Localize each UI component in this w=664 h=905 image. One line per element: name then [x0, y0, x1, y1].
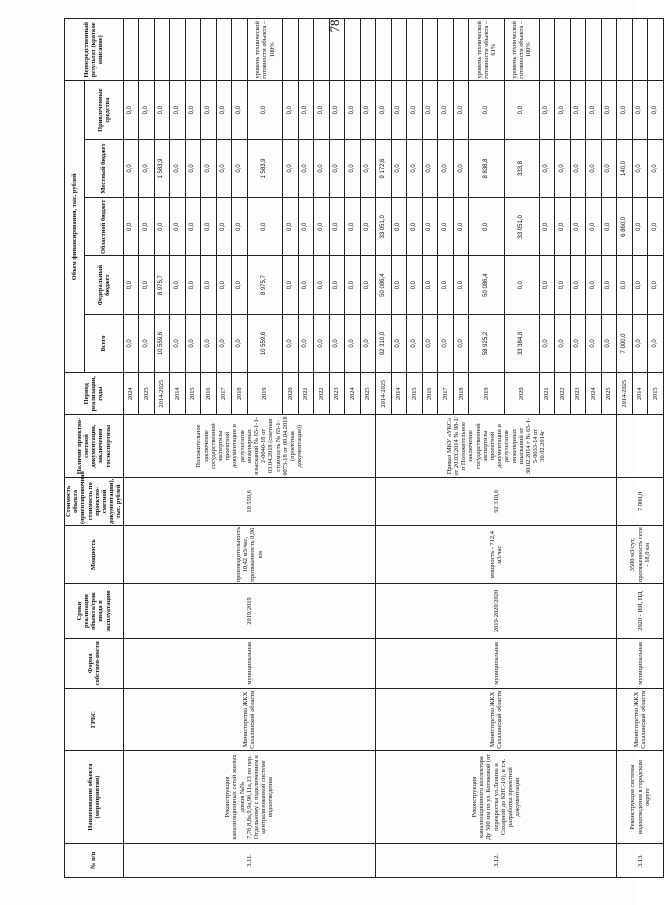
cell-attracted: 0,0 — [139, 81, 155, 139]
grbs: Министерство ЖКХ Сахалинской области — [376, 688, 617, 750]
cell-federal: 0,0 — [648, 256, 664, 314]
cell-federal: 0,0 — [314, 256, 330, 314]
col-deadline-header: Сроки реализации объекта/срок ввода в эксплуатацию — [65, 584, 124, 638]
cell-federal: 0,0 — [345, 256, 361, 314]
cell-federal: 0,0 — [298, 256, 314, 314]
cell-period: 2024 — [345, 373, 361, 415]
cell-attracted: 0,0 — [360, 81, 376, 139]
cell-period: 2014 — [632, 373, 648, 415]
cell-result — [360, 19, 376, 82]
cell-result — [185, 19, 201, 82]
cell-total: 0,0 — [438, 314, 454, 372]
cell-attracted: 0,0 — [601, 81, 617, 139]
capacity: 3500 м3/сут, протяженность сети - 18,0 км — [617, 526, 664, 584]
cell-local: 0,0 — [422, 139, 438, 197]
cell-attracted: 0,0 — [201, 81, 217, 139]
cell-federal: 0,0 — [185, 256, 201, 314]
cell-regional: 0,0 — [601, 198, 617, 256]
cell-attracted: 0,0 — [391, 81, 407, 139]
cell-regional: 0,0 — [201, 198, 217, 256]
col-grbs-header: ГРБС — [65, 688, 124, 750]
cell-result — [586, 19, 602, 82]
cell-attracted: 0,0 — [555, 81, 571, 139]
cell-local: 140,0 — [617, 139, 633, 197]
cell-local: 0,0 — [329, 139, 345, 197]
cell-regional: 0,0 — [539, 198, 555, 256]
documentation: Положительное заключение государственной экспертизы проектной документации и результатов инженерных изысканий № 65-1-1-2-0040-18 от 03.04.2018 (сметная стоимость № 65-1-0073-18 от 09.04.2018 (проектная документация)) — [123, 415, 376, 477]
cell-result — [123, 19, 139, 82]
cell-regional: 0,0 — [232, 198, 248, 256]
investment-table — [64, 18, 664, 878]
cell-result — [555, 19, 571, 82]
cell-total: 0,0 — [298, 314, 314, 372]
cell-period: 2023 — [570, 373, 586, 415]
page-number: 78 — [327, 19, 342, 33]
cell-period: 2021 — [539, 373, 555, 415]
deadline: 2020 - ИИ, ПД — [617, 584, 664, 638]
cell-federal: 50 086,4 — [469, 256, 504, 314]
cell-attracted: 0,0 — [539, 81, 555, 139]
cell-regional: 0,0 — [154, 198, 170, 256]
col-attracted-header: Привлеченные средства — [85, 81, 123, 139]
cell-period: 2014-2025 — [376, 373, 392, 415]
rotated-table-container — [64, 18, 660, 878]
cell-total: 0,0 — [407, 314, 423, 372]
cell-federal: 0,0 — [283, 256, 299, 314]
cell-regional: 0,0 — [453, 198, 469, 256]
cell-federal: 0,0 — [438, 256, 454, 314]
cell-regional: 0,0 — [570, 198, 586, 256]
cell-period: 2025 — [360, 373, 376, 415]
cell-attracted: 0,0 — [298, 81, 314, 139]
cell-period: 2024 — [586, 373, 602, 415]
cell-attracted: 0,0 — [232, 81, 248, 139]
cell-result — [632, 19, 648, 82]
cell-period: 2024 — [123, 373, 139, 415]
col-capacity-header: Мощность — [65, 526, 124, 584]
table-body — [123, 19, 663, 878]
cell-attracted: 0,0 — [170, 81, 186, 139]
cell-result — [345, 19, 361, 82]
cell-local: 0,0 — [170, 139, 186, 197]
cell-total: 0,0 — [632, 314, 648, 372]
cell-attracted: 0,0 — [407, 81, 423, 139]
cell-attracted: 0,0 — [438, 81, 454, 139]
cell-period: 2015 — [648, 373, 664, 415]
cost: 7 000,0 — [617, 477, 664, 525]
cell-regional: 0,0 — [407, 198, 423, 256]
cell-total: 0,0 — [139, 314, 155, 372]
cell-attracted: 0,0 — [504, 81, 539, 139]
col-docs-header: Наличие проектно-сметной документации, заключения госэкспертизы — [65, 415, 124, 477]
cell-local: 0,0 — [283, 139, 299, 197]
cell-total: 0,0 — [555, 314, 571, 372]
col-name-header: Наименование объекта (мероприятия) — [65, 751, 124, 844]
cell-result — [314, 19, 330, 82]
cell-total: 0,0 — [170, 314, 186, 372]
cell-result: уровень технической готовности объекта – 61% — [469, 19, 504, 82]
cell-local: 9 172,6 — [376, 139, 392, 197]
cell-period: 2017 — [438, 373, 454, 415]
cell-federal: 0,0 — [504, 256, 539, 314]
capacity: производительность 10,42 м3/час, протяженность 0,96 км — [123, 526, 376, 584]
object-name: Реконструкция канализационных сетей жилых домов №№ 7,7б,8,8а,9,9а,9б,11а,13 по пер. Отдельному с подключением к централизованной системе водоотведения — [123, 751, 376, 844]
documentation: Приказ МКУ «УКС» от 20.03.2014 № 98-1/п Положительное заключение государственной экспертизы проектной документации и результатов инженерных изысканий от 30.02.2014 г № 65-1-5-0033-14 от 30.02.2014г — [376, 415, 617, 477]
cell-federal: 8 975,7 — [154, 256, 170, 314]
cell-result — [283, 19, 299, 82]
cell-local: 333,8 — [504, 139, 539, 197]
cell-period: 2020 — [283, 373, 299, 415]
cell-federal: 0,0 — [139, 256, 155, 314]
cell-period: 2014 — [170, 373, 186, 415]
cell-attracted: 0,0 — [247, 81, 282, 139]
table-row — [376, 19, 392, 878]
col-total-header: Всего — [85, 314, 123, 372]
cell-total: 0,0 — [314, 314, 330, 372]
cell-period: 2025 — [139, 373, 155, 415]
cell-result — [570, 19, 586, 82]
cell-total: 0,0 — [201, 314, 217, 372]
cell-result — [438, 19, 454, 82]
col-local-header: Местный бюджет — [85, 139, 123, 197]
cell-attracted: 0,0 — [376, 81, 392, 139]
cell-period: 2022 — [555, 373, 571, 415]
cell-result — [601, 19, 617, 82]
deadline: 2019/2019 — [123, 584, 376, 638]
cell-result — [201, 19, 217, 82]
cell-federal: 0,0 — [632, 256, 648, 314]
cell-total: 0,0 — [329, 314, 345, 372]
cell-local: 0,0 — [570, 139, 586, 197]
cell-local: 0,0 — [648, 139, 664, 197]
cell-total: 0,0 — [360, 314, 376, 372]
cell-period: 2018 — [232, 373, 248, 415]
cell-regional: 0,0 — [586, 198, 602, 256]
cell-regional: 0,0 — [438, 198, 454, 256]
cell-attracted: 0,0 — [216, 81, 232, 139]
cell-federal: 0,0 — [539, 256, 555, 314]
cell-regional: 33 051,0 — [376, 198, 392, 256]
cell-total: 0,0 — [283, 314, 299, 372]
cell-result — [391, 19, 407, 82]
cell-attracted: 0,0 — [617, 81, 633, 139]
cell-local: 0,0 — [555, 139, 571, 197]
cell-total: 0,0 — [570, 314, 586, 372]
documentation — [617, 415, 664, 477]
cell-regional: 0,0 — [469, 198, 504, 256]
cell-result — [298, 19, 314, 82]
cell-total: 33 384,8 — [504, 314, 539, 372]
cell-regional: 0,0 — [345, 198, 361, 256]
cell-local: 0,0 — [345, 139, 361, 197]
col-result-header: Непосредственный результат (краткое описание) — [65, 19, 124, 82]
cell-period: 2015 — [185, 373, 201, 415]
cell-regional: 0,0 — [632, 198, 648, 256]
cell-local: 0,0 — [185, 139, 201, 197]
cell-attracted: 0,0 — [185, 81, 201, 139]
cell-federal: 0,0 — [601, 256, 617, 314]
cell-result — [539, 19, 555, 82]
cell-total: 0,0 — [345, 314, 361, 372]
cell-local: 0,0 — [632, 139, 648, 197]
cell-attracted: 0,0 — [648, 81, 664, 139]
cell-local: 0,0 — [539, 139, 555, 197]
header-row-1 — [65, 19, 85, 878]
cell-attracted: 0,0 — [329, 81, 345, 139]
cell-federal: 0,0 — [453, 256, 469, 314]
object-name: Реконструкция канализационного коллектора Ду 500 мм по ул. Котиковой (от перекрестка ул.Ленина и Сахарной до КНС-10), в т.ч. разработка проектной документации — [376, 751, 617, 844]
cell-period: 2018 — [453, 373, 469, 415]
cell-result — [232, 19, 248, 82]
cell-total: 0,0 — [232, 314, 248, 372]
cell-total: 0,0 — [391, 314, 407, 372]
cell-regional: 6 860,0 — [617, 198, 633, 256]
cell-period: 2015 — [407, 373, 423, 415]
cell-local: 0,0 — [407, 139, 423, 197]
cell-federal: 0,0 — [422, 256, 438, 314]
cell-total: 0,0 — [123, 314, 139, 372]
cell-result — [329, 19, 345, 82]
cell-result — [648, 19, 664, 82]
row-num: 3.13. — [617, 843, 664, 877]
cell-period: 2021 — [298, 373, 314, 415]
cell-period: 2019 — [469, 373, 504, 415]
cell-attracted: 0,0 — [123, 81, 139, 139]
cell-federal: 0,0 — [407, 256, 423, 314]
cell-attracted: 0,0 — [453, 81, 469, 139]
cost: 10 559,6 — [123, 477, 376, 525]
cell-period: 2016 — [422, 373, 438, 415]
cell-federal: 50 086,4 — [376, 256, 392, 314]
cell-regional: 0,0 — [283, 198, 299, 256]
cell-local: 8 838,8 — [469, 139, 504, 197]
cell-total: 0,0 — [601, 314, 617, 372]
cell-local: 0,0 — [298, 139, 314, 197]
cell-result — [617, 19, 633, 82]
cell-period: 2017 — [216, 373, 232, 415]
cell-result: уровень технической готовности объекта – 100% — [247, 19, 282, 82]
cell-local: 0,0 — [201, 139, 217, 197]
cell-federal: 0,0 — [216, 256, 232, 314]
cell-federal: 0,0 — [586, 256, 602, 314]
cell-period: 2014-2025 — [617, 373, 633, 415]
cell-local: 1 583,9 — [154, 139, 170, 197]
cell-result — [422, 19, 438, 82]
cell-total: 0,0 — [539, 314, 555, 372]
row-num: 3.12. — [376, 843, 617, 877]
cell-result — [216, 19, 232, 82]
cell-total: 0,0 — [453, 314, 469, 372]
cell-regional: 0,0 — [139, 198, 155, 256]
cell-total: 7 000,0 — [617, 314, 633, 372]
cell-regional: 33 051,0 — [504, 198, 539, 256]
cell-local: 0,0 — [314, 139, 330, 197]
col-regional-header: Областной бюджет — [85, 198, 123, 256]
cell-period: 2014-2025 — [154, 373, 170, 415]
table-row — [617, 19, 633, 878]
grbs: Министерство ЖКХ Сахалинской области — [123, 688, 376, 750]
cell-regional: 0,0 — [314, 198, 330, 256]
col-cost-header: Стоимость объекта (ориентировочная стоимость по проектно-сметной документации), тыс. рублей — [65, 471, 123, 524]
cell-local: 0,0 — [601, 139, 617, 197]
cell-federal: 0,0 — [329, 256, 345, 314]
cell-result — [170, 19, 186, 82]
ownership: муниципальная — [376, 638, 617, 688]
cell-attracted: 0,0 — [586, 81, 602, 139]
cell-regional: 0,0 — [360, 198, 376, 256]
cell-federal: 0,0 — [570, 256, 586, 314]
ownership: муниципальная — [617, 638, 664, 688]
cell-total: 0,0 — [185, 314, 201, 372]
cell-regional: 0,0 — [170, 198, 186, 256]
cell-period: 2020 — [504, 373, 539, 415]
cell-regional: 0,0 — [391, 198, 407, 256]
funding-group-header: Объем финансирования, тыс. рублей — [65, 81, 85, 373]
cell-total: 0,0 — [216, 314, 232, 372]
ownership: муниципальная — [123, 638, 376, 688]
col-ownership-header: Форма собствен-ности — [65, 638, 124, 688]
cell-period: 2019 — [247, 373, 282, 415]
cell-local: 0,0 — [438, 139, 454, 197]
cell-local: 0,0 — [216, 139, 232, 197]
cell-regional: 0,0 — [648, 198, 664, 256]
cell-period: 2023 — [329, 373, 345, 415]
cell-federal: 0,0 — [201, 256, 217, 314]
cell-federal: 0,0 — [123, 256, 139, 314]
cell-result: уровень технической готовности объекта – 100% — [504, 19, 539, 82]
cell-local: 0,0 — [232, 139, 248, 197]
row-num: 3.11. — [123, 843, 376, 877]
grbs: Министерство ЖКХ Сахалинской области — [617, 688, 664, 750]
cell-result — [407, 19, 423, 82]
cell-local: 1 583,9 — [247, 139, 282, 197]
cell-period: 2022 — [314, 373, 330, 415]
cell-attracted: 0,0 — [154, 81, 170, 139]
cell-regional: 0,0 — [329, 198, 345, 256]
cell-regional: 0,0 — [247, 198, 282, 256]
cell-period: 2014 — [391, 373, 407, 415]
cell-total: 0,0 — [586, 314, 602, 372]
cell-total: 0,0 — [648, 314, 664, 372]
cell-attracted: 0,0 — [314, 81, 330, 139]
cell-federal: 0,0 — [555, 256, 571, 314]
cost: 92 310,0 — [376, 477, 617, 525]
cell-regional: 0,0 — [298, 198, 314, 256]
cell-local: 0,0 — [139, 139, 155, 197]
cell-result — [453, 19, 469, 82]
cell-regional: 0,0 — [123, 198, 139, 256]
cell-federal: 0,0 — [232, 256, 248, 314]
cell-regional: 0,0 — [216, 198, 232, 256]
cell-attracted: 0,0 — [632, 81, 648, 139]
deadline: 2019-2020/2020 — [376, 584, 617, 638]
capacity: мощность - 712,4 м3/час — [376, 526, 617, 584]
cell-regional: 0,0 — [422, 198, 438, 256]
cell-attracted: 0,0 — [422, 81, 438, 139]
cell-result — [376, 19, 392, 82]
object-name: Реконструкция системы водоотведения в городском округе — [617, 751, 664, 844]
cell-federal: 0,0 — [391, 256, 407, 314]
cell-attracted: 0,0 — [345, 81, 361, 139]
cell-period: 2016 — [201, 373, 217, 415]
cell-result — [154, 19, 170, 82]
cell-total: 0,0 — [422, 314, 438, 372]
table-row — [123, 19, 139, 878]
cell-attracted: 0,0 — [283, 81, 299, 139]
cell-result — [139, 19, 155, 82]
cell-total: 10 559,6 — [247, 314, 282, 372]
cell-local: 0,0 — [453, 139, 469, 197]
cell-federal: 0,0 — [617, 256, 633, 314]
cell-regional: 0,0 — [185, 198, 201, 256]
cell-local: 0,0 — [586, 139, 602, 197]
cell-regional: 0,0 — [555, 198, 571, 256]
cell-federal: 8 975,7 — [247, 256, 282, 314]
col-period-header: Период реализации, годы — [65, 373, 124, 415]
cell-total: 10 559,6 — [154, 314, 170, 372]
cell-total: 92 310,0 — [376, 314, 392, 372]
cell-federal: 0,0 — [360, 256, 376, 314]
cell-attracted: 0,0 — [469, 81, 504, 139]
cell-attracted: 0,0 — [570, 81, 586, 139]
col-federal-header: Федеральный бюджет — [85, 256, 123, 314]
cell-period: 2025 — [601, 373, 617, 415]
cell-local: 0,0 — [391, 139, 407, 197]
col-num-header: № п/п — [65, 843, 124, 877]
cell-local: 0,0 — [360, 139, 376, 197]
cell-total: 58 925,2 — [469, 314, 504, 372]
cell-local: 0,0 — [123, 139, 139, 197]
cell-federal: 0,0 — [170, 256, 186, 314]
